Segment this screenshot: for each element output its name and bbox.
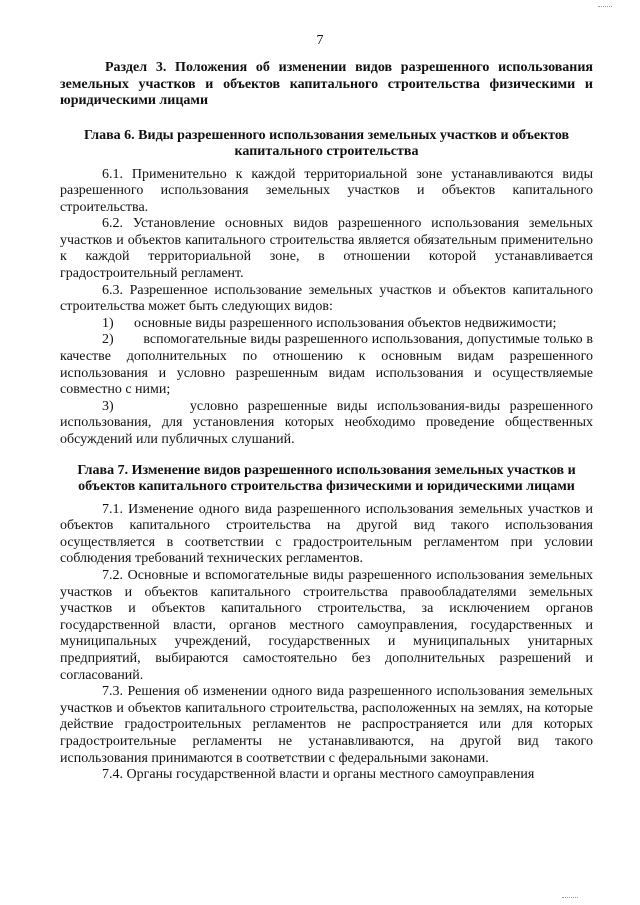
paragraph-6-3: 6.3. Разрешенное использование земельных участков и объектов капитального строительства может быть следующих видов: xyxy=(60,282,593,315)
list-item-text: основные виды разрешенного использования объектов недвижимости; xyxy=(134,315,557,331)
chapter-7-title: Глава 7. Изменение видов разрешенного использования земельных участков и объектов капитального строительства физическими и юридическими лицами xyxy=(77,462,576,495)
paragraph-6-2: 6.2. Установление основных видов разрешенного использования земельных участков и объектов капитального строительства является обязательным применительно к каждой территориальной зоне, в отношении которой устанавливается градостроительный регламент. xyxy=(60,216,593,282)
paragraph-7-4: 7.4. Органы государственной власти и органы местного самоуправления xyxy=(102,767,535,783)
list-item-2 xyxy=(60,332,593,398)
scan-mark-top xyxy=(598,0,612,7)
section-title: Раздел 3. Положения об изменении видов разрешенного использования земельных участков и объектов капитального строительства физическими и юридическими лицами xyxy=(60,60,593,108)
list-item-text: условно разрешенные виды использования-виды разрешенного использования, для установления которых необходимо проведение общественных обсуждений или публичных слушаний. xyxy=(60,398,594,447)
paragraph-7-1: 7.1. Изменение одного вида разрешенного использования земельных участков и объектов капитального строительства на другой вид такого использования осуществляется в соответствии с градостроительным регламентом при условии соблюдения требований технических регламентов. xyxy=(60,501,593,567)
list-item-number: 2) xyxy=(102,332,114,348)
list-item-text: вспомогательные виды разрешенного использования, допустимые только в качестве дополнительных по отношению к основным видам разрешенного использования и условно разрешенным видам использования и осуществляемые совместно с ними; xyxy=(60,332,594,398)
chapter-6-title: Глава 6. Виды разрешенного использования земельных участков и объектов капитального строительства xyxy=(83,127,570,159)
scan-mark-bottom xyxy=(562,897,578,901)
paragraph-7-2: 7.2. Основные и вспомогательные виды разрешенного использования земельных участков и объектов капитального строительства правообладателями земельных участков и объектов капитального строительства, за исключением органов государственной власти, органов местного самоуправления, государственных и муниципальных учреждений, государственных и муниципальных унитарных предприятий, выбираются самостоятельно без дополнительных разрешений и согласований. xyxy=(60,567,593,683)
list-item-3 xyxy=(60,399,593,449)
paragraph-6-1: 6.1. Применительно к каждой территориальной зоне устанавливаются виды разрешенного использования земельных участков и объектов капитального строительства. xyxy=(60,166,593,215)
list-item-number: 3) xyxy=(102,398,114,414)
document-body xyxy=(60,60,593,784)
page-number: 7 xyxy=(316,33,324,48)
list-item-number: 1) xyxy=(102,315,114,331)
list-item-1 xyxy=(60,316,593,333)
paragraph-7-3: 7.3. Решения об изменении одного вида разрешенного использования земельных участков и объектов капитального строительства, расположенных на землях, на которые действие градостроительных регламентов не распространяется или для которых градостроительные регламенты не устанавливаются, на другой вид такого использования принимаются в соответствии с федеральными законами. xyxy=(60,684,593,766)
